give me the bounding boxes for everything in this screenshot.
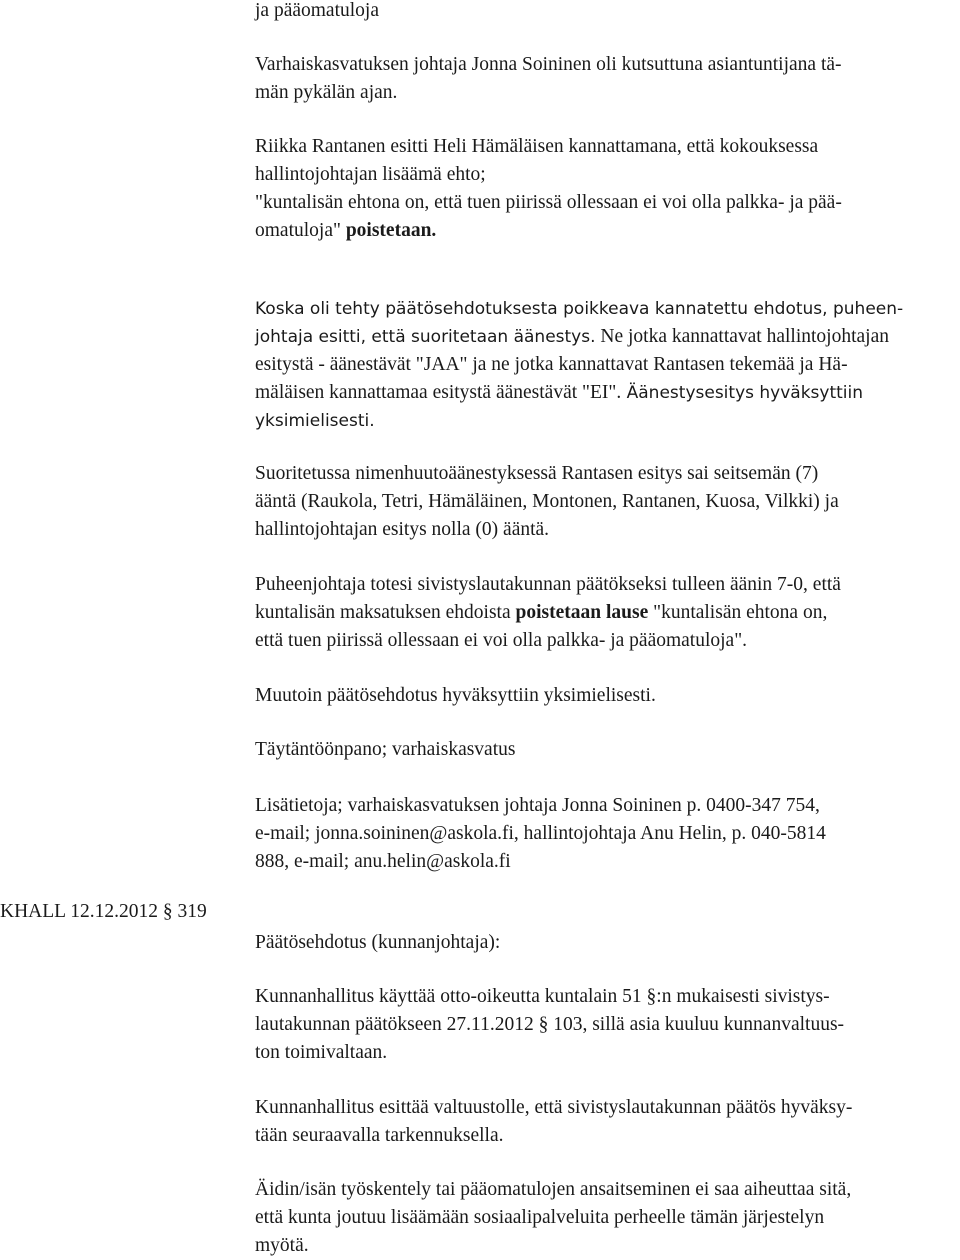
text-line: ääntä (Raukola, Tetri, Hämäläinen, Montonen, Rantanen, Kuosa, Vilkki) ja [255,491,839,512]
paragraph-expert [255,51,955,107]
text-line: lautakunnan päätökseen 27.11.2012 § 103, sillä asia kuuluu kunnanvaltuus- [255,1014,845,1035]
text-segment: yksimielisesti. [255,411,375,431]
text-line: "kuntalisän ehtona on, että tuen piirissä ollessaan ei voi olla palkka- ja pää- [255,192,842,213]
text-segment: omatuloja" [255,220,346,241]
paragraph-clarification [255,1176,955,1260]
text-line: että tuen piirissä ollessaan ei voi olla palkka- ja pääomatuloja". [255,630,748,651]
text-line: Puheenjohtaja totesi sivistyslautakunnan päätökseksi tulleen äänin 7-0, että [255,574,841,595]
text-line: tään seuraavalla tarkennuksella. [255,1125,504,1146]
text-line: Lisätietoja; varhaiskasvatuksen johtaja Jonna Soininen p. 0400-347 754, [255,795,820,816]
paragraph-board-proposal [255,1094,955,1150]
text-segment: Äänestysesitys hyväksyttiin [621,383,864,403]
bold-text: poistetaan lause [515,602,649,623]
meeting-reference-label: KHALL 12.12.2012 § 319 [0,901,207,922]
paragraph-decision [255,571,955,655]
text-segment: Ne jotka kannattavat hallintojohtajan [595,326,889,347]
text-line: Muutoin päätösehdotus hyväksyttiin yksimielisesti. [255,685,656,706]
text-line [255,295,955,323]
text-segment: mäläisen kannattamaa esitystä äänestävät "EI". [255,382,622,403]
text-line: hallintojohtajan esitys nolla (0) ääntä. [255,519,550,540]
paragraph-0 [255,0,955,25]
text-line [255,217,955,245]
text-line: ja pääomatuloja [255,0,379,21]
text-segment: johtaja esitti, että suoritetaan äänestys. [255,327,596,347]
text-line [255,407,955,435]
paragraph-board-takeover [255,983,955,1067]
text-line: hallintojohtajan lisäämä ehto; [255,164,486,185]
paragraph-proposal [255,133,955,245]
bold-text: poistetaan. [345,220,437,241]
paragraph-contact-info [255,792,955,876]
text-segment: Koska oli tehty päätösehdotuksesta poikkeava kannatettu ehdotus, puheen- [255,299,904,319]
text-line: Riikka Rantanen esitti Heli Hämäläisen kannattamana, että kokouksessa [255,136,819,157]
text-line: esitystä - äänestävät "JAA" ja ne jotka kannattavat Rantasen tekemää ja Hä- [255,354,848,375]
paragraph-implementation [255,736,955,764]
paragraph-otherwise [255,682,955,710]
text-line [255,379,955,407]
text-line: Päätösehdotus (kunnanjohtaja): [255,932,501,953]
paragraph-vote-procedure [255,295,955,435]
text-line: myötä. [255,1235,309,1256]
text-line: että kunta joutuu lisäämään sosiaalipalveluita perheelle tämän järjestelyn [255,1207,825,1228]
text-line: Äidin/isän työskentely tai pääomatulojen ansaitseminen ei saa aiheuttaa sitä, [255,1179,852,1200]
text-line: Kunnanhallitus käyttää otto-oikeutta kuntalain 51 §:n mukaisesti sivistys- [255,986,830,1007]
text-line [255,599,955,627]
text-line: Varhaiskasvatuksen johtaja Jonna Soininen oli kutsuttuna asiantuntijana tä- [255,54,842,75]
text-line: Suoritetussa nimenhuutoäänestyksessä Rantasen esitys sai seitsemän (7) [255,463,819,484]
text-line [255,323,955,351]
text-line: ton toimivaltaan. [255,1042,388,1063]
text-line: män pykälän ajan. [255,82,398,103]
paragraph-vote-result [255,460,955,544]
text-line: Täytäntöönpano; varhaiskasvatus [255,739,516,760]
text-segment: kuntalisän maksatuksen ehdoista [255,602,516,623]
text-line: 888, e-mail; anu.helin@askola.fi [255,851,511,872]
paragraph-proposal-heading [255,929,955,957]
text-segment: "kuntalisän ehtona on, [648,602,828,623]
text-line: Kunnanhallitus esittää valtuustolle, että sivistyslautakunnan päätös hyväksy- [255,1097,853,1118]
text-line: e-mail; jonna.soininen@askola.fi, hallintojohtaja Anu Helin, p. 040-5814 [255,823,826,844]
